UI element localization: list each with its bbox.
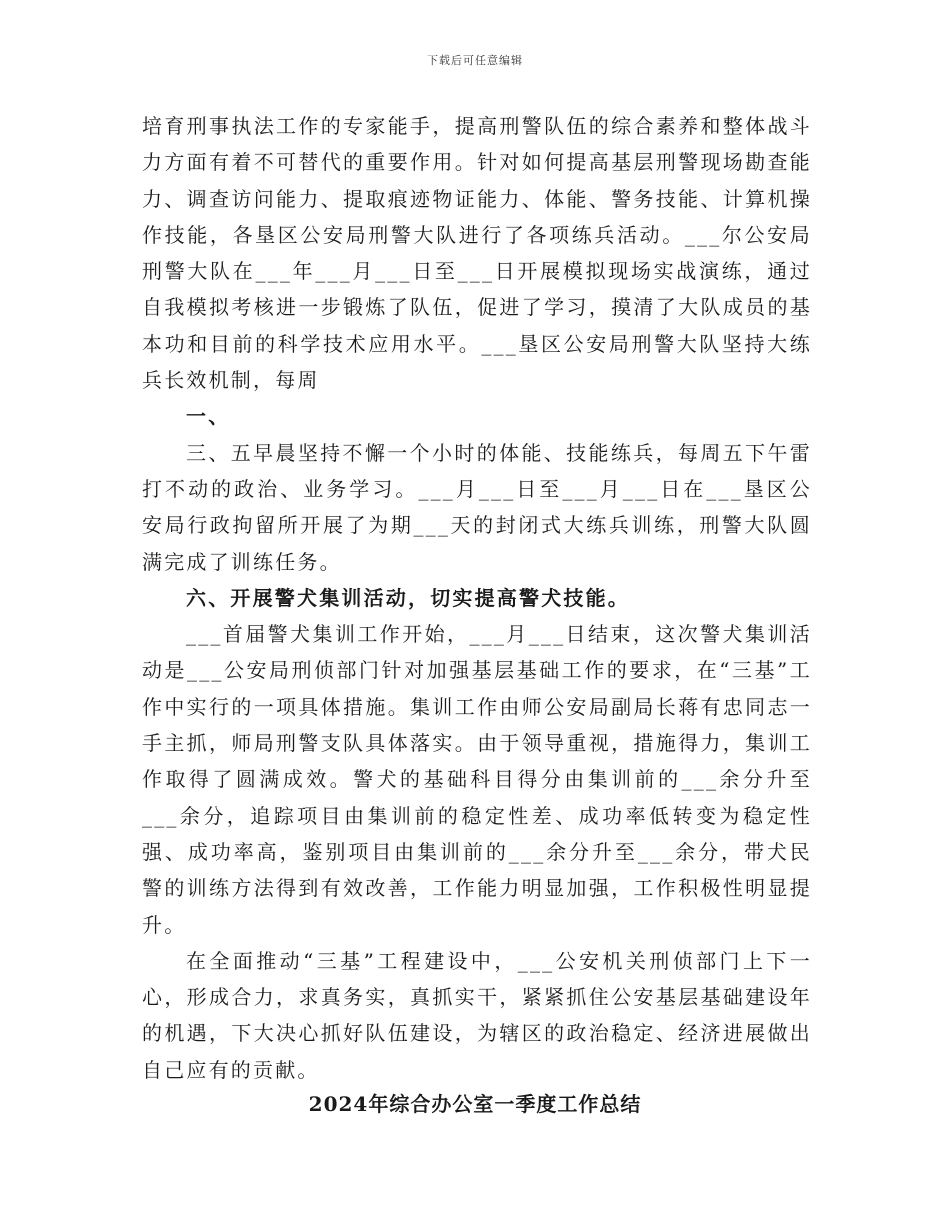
document-body	[142, 108, 812, 1088]
paragraph-continuation: 培育刑事执法工作的专家能手，提高刑警队伍的综合素养和整体战斗力方面有着不可替代的重要作用。针对如何提高基层刑警现场勘查能力、调查访问能力、提取痕迹物证能力、体能、警务技能、计算机操作技能，各垦区公安局刑警大队进行了各项练兵活动。___尔公安局刑警大队在___年___月___日至___日开展模拟现场实战演练，通过自我模拟考核进一步锻炼了队伍，促进了学习，摸清了大队成员的基本功和目前的科学技术应用水平。___垦区公安局刑警大队坚持大练兵长效机制，每周	[142, 114, 812, 393]
section-heading-six: 六、开展警犬集训活动，切实提高警犬技能。	[186, 585, 630, 610]
next-document-title: 2024年综合办公室一季度工作总结	[308, 1092, 642, 1116]
paragraph-police-dog: ___首届警犬集训工作开始，___月___日结束，这次警犬集训活动是___公安局刑侦部门针对加强基层基础工作的要求，在“三基”工作中实行的一项具体措施。集训工作由师公安局副局长蒋有忠同志一手主抓，师局刑警支队具体落实。由于领导重视，措施得力，集训工作取得了圆满成效。警犬的基础科目得分由集训前的___余分升至___余分，追踪项目由集训前的稳定性差、成功率低转变为稳定性强、成功率高，鉴别项目由集训前的___余分升至___余分，带犬民警的训练方法得到有效改善，工作能力明显加强，工作积极性明显提升。	[142, 622, 812, 937]
paragraph-section-marker: 一、	[186, 404, 231, 429]
paragraph-training: 三、五早晨坚持不懈一个小时的体能、技能练兵，每周五下午雷打不动的政治、业务学习。___月___日至___月___日在___垦区公安局行政拘留所开展了为期___天的封闭式大练兵训练，刑警大队圆满完成了训练任务。	[142, 440, 812, 574]
paragraph-conclusion: 在全面推动“三基”工程建设中，___公安机关刑侦部门上下一心，形成合力，求真务实，真抓实干，紧紧抓住公安基层基础建设年的机遇，下大决心抓好队伍建设，为辖区的政治稳定、经济进展做出自己应有的贡献。	[142, 948, 812, 1082]
page-header: 下载后可任意编辑	[427, 54, 523, 67]
